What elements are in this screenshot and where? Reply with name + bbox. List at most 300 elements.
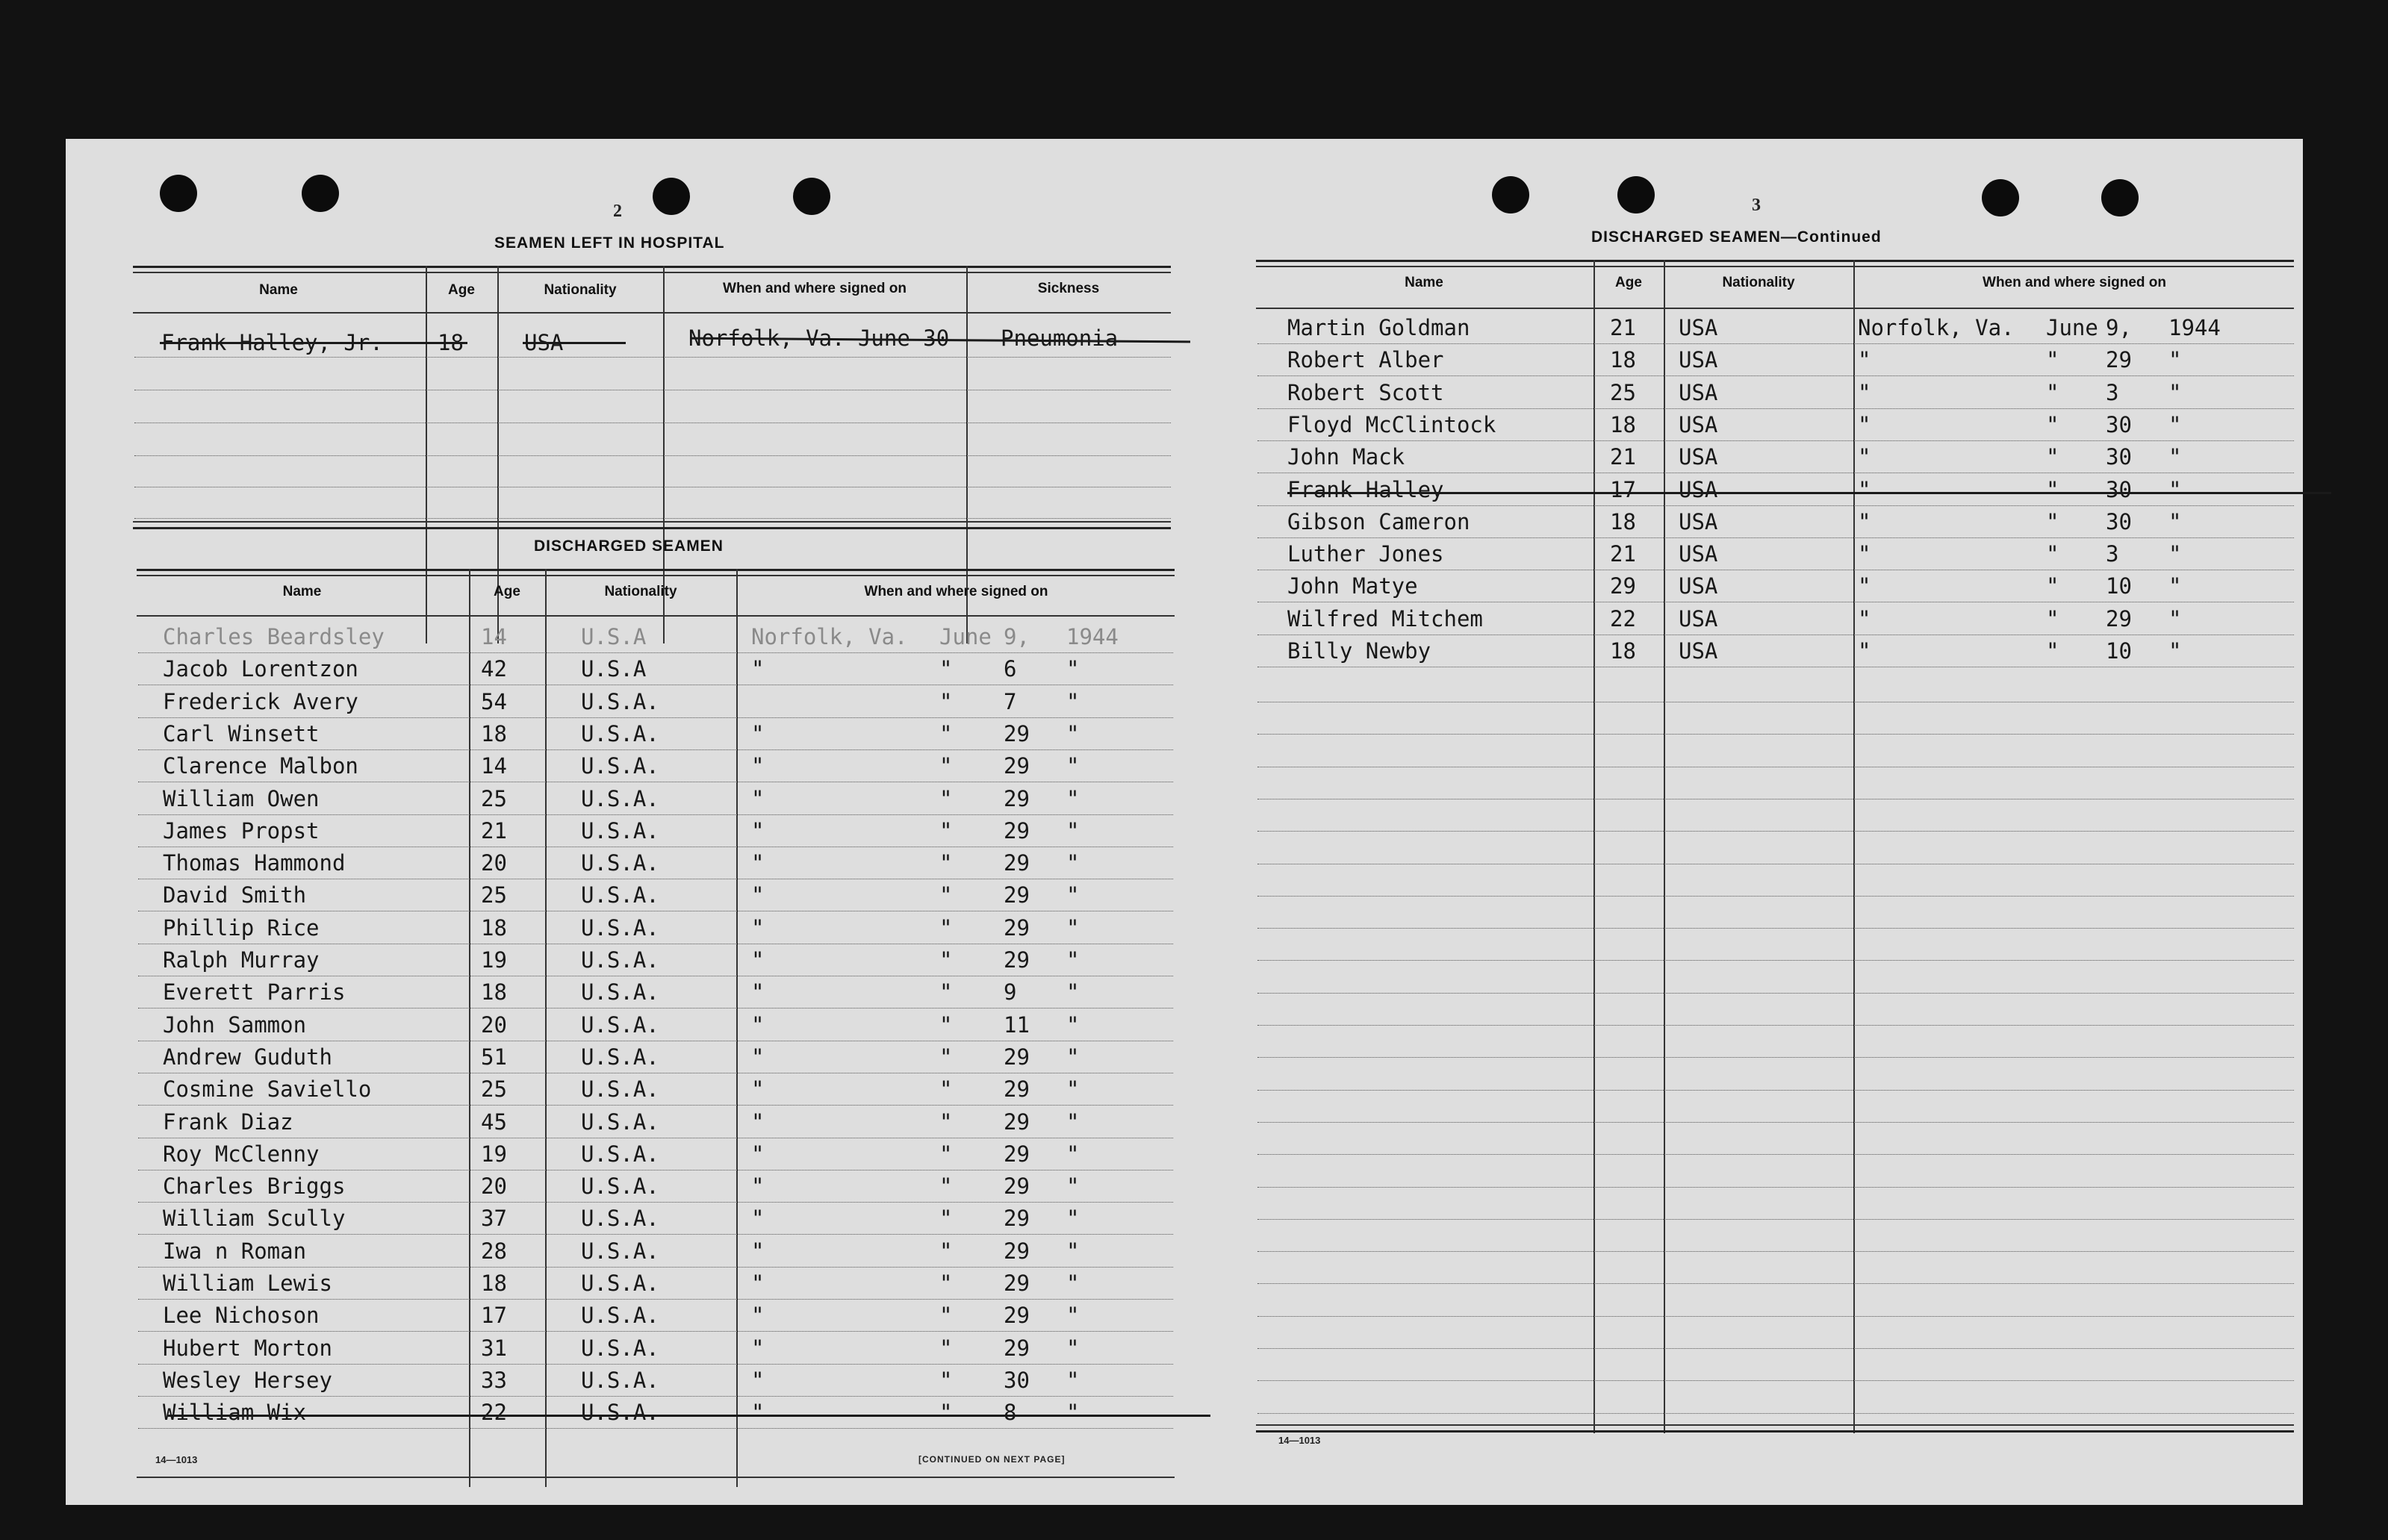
- signed-month: ": [939, 817, 953, 844]
- blank-rule: [1257, 960, 2294, 961]
- signed-day: 6: [1004, 656, 1017, 682]
- patient-signed-on: Norfolk, Va. June 30: [688, 325, 950, 351]
- header-name: Name: [1405, 275, 1443, 290]
- signed-year: ": [2168, 444, 2182, 470]
- strike-through-line: [168, 1415, 1210, 1417]
- signed-year: ": [1066, 1076, 1080, 1103]
- seaman-name: David Smith: [163, 882, 307, 908]
- manifest-paper: [66, 139, 2303, 1505]
- seaman-age: 42: [481, 656, 507, 682]
- seaman-name: Luther Jones: [1287, 541, 1444, 567]
- signed-place: ": [1858, 379, 1871, 405]
- signed-year: ": [1066, 1400, 1080, 1426]
- signed-year: ": [1066, 720, 1080, 746]
- signed-day: 29: [1004, 1076, 1030, 1103]
- blank-rule: [1257, 1219, 2294, 1220]
- signed-place: ": [751, 1400, 765, 1426]
- signed-place: Norfolk, Va.: [751, 624, 908, 649]
- blank-rule: [1257, 1057, 2294, 1058]
- signed-month: ": [939, 720, 953, 746]
- signed-month: ": [939, 1173, 953, 1200]
- signed-year: ": [2168, 508, 2182, 534]
- signed-place: ": [751, 1303, 765, 1329]
- signed-place: Norfolk, Va.: [1858, 315, 2015, 340]
- row-rule: [138, 717, 1173, 718]
- seaman-name: Robert Alber: [1287, 347, 1444, 373]
- seaman-name: Ralph Murray: [163, 947, 320, 973]
- page-number: 2: [613, 202, 622, 221]
- signed-place: ": [1858, 508, 1871, 534]
- signed-place: ": [1858, 638, 1871, 664]
- seaman-name: Roy McClenny: [163, 1141, 320, 1167]
- signed-year: ": [1066, 688, 1080, 714]
- signed-place: ": [751, 1173, 765, 1200]
- row-rule: [138, 1331, 1173, 1332]
- signed-day: 11: [1004, 1011, 1030, 1038]
- signed-month: ": [939, 656, 953, 682]
- signed-place: ": [751, 1335, 765, 1361]
- header-nationality: Nationality: [1722, 275, 1795, 290]
- seaman-name: Billy Newby: [1287, 638, 1431, 664]
- seaman-nationality: U.S.A.: [581, 1173, 659, 1200]
- signed-month: ": [939, 1238, 953, 1264]
- signed-day: 29: [1004, 1044, 1030, 1070]
- blank-rule: [1257, 1090, 2294, 1091]
- signed-day: 30: [2106, 411, 2132, 437]
- signed-month: ": [939, 1400, 953, 1426]
- signed-place: ": [751, 850, 765, 876]
- seaman-nationality: U.S.A.: [581, 1335, 659, 1361]
- signed-month: ": [2046, 508, 2059, 534]
- signed-place: ": [1858, 444, 1871, 470]
- seaman-age: 18: [1610, 508, 1636, 534]
- row-rule: [138, 652, 1173, 653]
- signed-day: 29: [1004, 1109, 1030, 1135]
- seaman-name: Wesley Hersey: [163, 1367, 332, 1393]
- seaman-name: Everett Parris: [163, 979, 346, 1006]
- seaman-age: 18: [1610, 347, 1636, 373]
- signed-place: ": [751, 1367, 765, 1393]
- row-rule: [138, 749, 1173, 750]
- continued-note: [CONTINUED ON NEXT PAGE]: [918, 1454, 1066, 1465]
- patient-age: 18: [438, 330, 464, 355]
- right-page: [1186, 139, 2303, 1505]
- seaman-name: William Wix: [163, 1400, 307, 1426]
- seaman-nationality: USA: [1679, 573, 1718, 599]
- seaman-name: John Sammon: [163, 1011, 307, 1038]
- signed-year: ": [1066, 1271, 1080, 1296]
- signed-year: ": [1066, 1141, 1080, 1167]
- row-rule: [138, 1428, 1173, 1429]
- seaman-nationality: U.S.A.: [581, 1141, 659, 1167]
- row-rule: [1257, 505, 2294, 506]
- signed-day: 29: [1004, 1141, 1030, 1167]
- strike-through-line: [1287, 492, 2331, 494]
- header-signed-on: When and where signed on: [1983, 275, 2166, 290]
- seaman-nationality: USA: [1679, 379, 1718, 405]
- seaman-age: 17: [481, 1303, 507, 1329]
- hospital-section-title: SEAMEN LEFT IN HOSPITAL: [494, 234, 725, 252]
- signed-place: ": [751, 1271, 765, 1296]
- seaman-nationality: U.S.A.: [581, 979, 659, 1006]
- seaman-name: John Mack: [1287, 444, 1405, 470]
- signed-day: 29: [1004, 1206, 1030, 1232]
- seaman-age: 37: [481, 1206, 507, 1232]
- seaman-nationality: USA: [1679, 315, 1718, 340]
- row-rule: [138, 1396, 1173, 1397]
- signed-month: ": [939, 688, 953, 714]
- seaman-name: Charles Beardsley: [163, 624, 385, 649]
- seaman-age: 29: [1610, 573, 1636, 599]
- blank-rule: [1257, 1316, 2294, 1317]
- signed-year: ": [2168, 605, 2182, 632]
- signed-day: 9: [1004, 979, 1017, 1006]
- form-number: 14—1013: [155, 1454, 198, 1465]
- row-rule: [1257, 343, 2294, 344]
- seaman-nationality: USA: [1679, 347, 1718, 373]
- header-age: Age: [1615, 275, 1642, 290]
- signed-day: 30: [2106, 444, 2132, 470]
- seaman-nationality: U.S.A.: [581, 1400, 659, 1426]
- signed-month: ": [2046, 638, 2059, 664]
- form-number: 14—1013: [1278, 1435, 1321, 1446]
- header-age: Age: [448, 282, 475, 298]
- signed-month: ": [939, 947, 953, 973]
- blank-rule: [1257, 1348, 2294, 1349]
- signed-day: 10: [2106, 573, 2132, 599]
- patient-sickness: Pneumonia: [1001, 325, 1119, 351]
- seaman-nationality: USA: [1679, 638, 1718, 664]
- signed-day: 30: [2106, 508, 2132, 534]
- signed-place: ": [751, 1109, 765, 1135]
- seaman-age: 18: [481, 1271, 507, 1296]
- signed-year: ": [2168, 638, 2182, 664]
- seaman-age: 54: [481, 688, 507, 714]
- seaman-name: James Propst: [163, 817, 320, 844]
- seaman-name: Martin Goldman: [1287, 315, 1470, 340]
- seaman-nationality: U.S.A.: [581, 1367, 659, 1393]
- signed-month: ": [939, 1271, 953, 1296]
- row-rule: [138, 1267, 1173, 1268]
- seaman-nationality: U.S.A.: [581, 1303, 659, 1329]
- seaman-nationality: U.S.A.: [581, 882, 659, 908]
- signed-month: ": [2046, 347, 2059, 373]
- blank-rule: [1257, 1380, 2294, 1381]
- row-rule: [138, 1008, 1173, 1009]
- seaman-nationality: USA: [1679, 541, 1718, 567]
- signed-place: ": [751, 1141, 765, 1167]
- seaman-age: 14: [481, 624, 507, 649]
- row-rule: [138, 1202, 1173, 1203]
- seaman-name: William Lewis: [163, 1271, 332, 1296]
- blank-rule: [1257, 1122, 2294, 1123]
- seaman-nationality: U.S.A.: [581, 1076, 659, 1103]
- page-number: 3: [1752, 196, 1761, 215]
- seaman-age: 21: [481, 817, 507, 844]
- header-nationality: Nationality: [544, 282, 617, 298]
- signed-month: ": [2046, 605, 2059, 632]
- blank-rule: [1257, 1154, 2294, 1155]
- blank-rule: [1257, 1187, 2294, 1188]
- seaman-nationality: U.S.A: [581, 624, 647, 649]
- signed-day: 29: [1004, 1271, 1030, 1296]
- seaman-age: 21: [1610, 541, 1636, 567]
- signed-year: ": [1066, 1303, 1080, 1329]
- seaman-age: 51: [481, 1044, 507, 1070]
- blank-rule: [1257, 1283, 2294, 1284]
- signed-month: ": [939, 979, 953, 1006]
- seaman-name: William Scully: [163, 1206, 346, 1232]
- signed-month: ": [939, 882, 953, 908]
- signed-year: ": [1066, 979, 1080, 1006]
- blank-rule: [1257, 928, 2294, 929]
- signed-year: ": [2168, 379, 2182, 405]
- signed-place: ": [1858, 541, 1871, 567]
- signed-month: ": [2046, 541, 2059, 567]
- seaman-nationality: U.S.A.: [581, 785, 659, 811]
- signed-day: 3: [2106, 379, 2119, 405]
- signed-month: ": [2046, 379, 2059, 405]
- row-rule: [138, 1364, 1173, 1365]
- seaman-nationality: U.S.A.: [581, 1206, 659, 1232]
- signed-month: ": [939, 1044, 953, 1070]
- signed-month: ": [939, 850, 953, 876]
- signed-year: ": [1066, 882, 1080, 908]
- seaman-name: Robert Scott: [1287, 379, 1444, 405]
- seaman-age: 18: [1610, 411, 1636, 437]
- seaman-name: Clarence Malbon: [163, 753, 358, 779]
- seaman-nationality: USA: [1679, 476, 1718, 502]
- seaman-age: 21: [1610, 444, 1636, 470]
- signed-month: ": [939, 1303, 953, 1329]
- seaman-name: Frank Diaz: [163, 1109, 293, 1135]
- signed-month: ": [939, 1076, 953, 1103]
- signed-year: ": [1066, 1206, 1080, 1232]
- seaman-name: Frederick Avery: [163, 688, 358, 714]
- row-rule: [138, 1234, 1173, 1235]
- signed-day: 30: [1004, 1367, 1030, 1393]
- signed-day: 3: [2106, 541, 2119, 567]
- seaman-nationality: USA: [1679, 605, 1718, 632]
- signed-year: ": [1066, 785, 1080, 811]
- left-page: [66, 139, 1186, 1505]
- header-sickness: Sickness: [1037, 281, 1100, 296]
- signed-day: 29: [2106, 347, 2132, 373]
- signed-year: ": [1066, 656, 1080, 682]
- seaman-name: Iwa n Roman: [163, 1238, 307, 1264]
- signed-month: ": [939, 753, 953, 779]
- signed-month: ": [2046, 411, 2059, 437]
- signed-place: ": [1858, 411, 1871, 437]
- signed-month: June: [939, 624, 992, 649]
- signed-year: ": [1066, 1011, 1080, 1038]
- seaman-nationality: USA: [1679, 411, 1718, 437]
- row-rule: [138, 1105, 1173, 1106]
- seaman-name: Gibson Cameron: [1287, 508, 1470, 534]
- blank-rule: [1257, 993, 2294, 994]
- seaman-nationality: U.S.A.: [581, 850, 659, 876]
- discharged-continued-title: DISCHARGED SEAMEN—Continued: [1591, 228, 1882, 246]
- discharged-section-title: DISCHARGED SEAMEN: [534, 537, 724, 555]
- row-rule: [1257, 537, 2294, 538]
- header-name: Name: [282, 584, 322, 599]
- signed-day: 29: [1004, 1173, 1030, 1200]
- signed-day: 7: [1004, 688, 1017, 714]
- seaman-name: Frank Halley: [1287, 476, 1444, 502]
- signed-month: ": [939, 1206, 953, 1232]
- seaman-nationality: USA: [1679, 444, 1718, 470]
- seaman-name: Thomas Hammond: [163, 850, 346, 876]
- signed-day: 29: [1004, 947, 1030, 973]
- signed-year: ": [1066, 1173, 1080, 1200]
- patient-name: Frank Halley, Jr.: [161, 330, 383, 355]
- signed-month: ": [939, 1011, 953, 1038]
- signed-place: ": [751, 1206, 765, 1232]
- signed-month: ": [939, 1367, 953, 1393]
- signed-place: ": [751, 1076, 765, 1103]
- signed-year: ": [1066, 947, 1080, 973]
- seaman-age: 22: [1610, 605, 1636, 632]
- signed-day: 29: [1004, 1303, 1030, 1329]
- seaman-nationality: U.S.A.: [581, 1044, 659, 1070]
- signed-day: 29: [1004, 785, 1030, 811]
- row-rule: [1257, 440, 2294, 441]
- signed-place: ": [751, 720, 765, 746]
- row-rule: [1257, 408, 2294, 409]
- seaman-nationality: U.S.A.: [581, 947, 659, 973]
- signed-place: ": [751, 656, 765, 682]
- signed-year: 1944: [2168, 315, 2221, 340]
- seaman-age: 25: [481, 882, 507, 908]
- signed-year: ": [2168, 411, 2182, 437]
- seaman-name: Floyd McClintock: [1287, 411, 1496, 437]
- header-age: Age: [494, 584, 520, 599]
- seaman-age: 18: [481, 979, 507, 1006]
- seaman-age: 25: [481, 1076, 507, 1103]
- signed-place: ": [751, 914, 765, 941]
- seaman-age: 22: [481, 1400, 507, 1426]
- row-rule: [1257, 375, 2294, 376]
- seaman-age: 20: [481, 1011, 507, 1038]
- seaman-age: 18: [481, 914, 507, 941]
- signed-month: June: [2046, 315, 2098, 340]
- seaman-nationality: U.S.A.: [581, 753, 659, 779]
- header-name: Name: [259, 282, 298, 298]
- header-signed-on: When and where signed on: [723, 281, 907, 296]
- signed-month: ": [939, 1109, 953, 1135]
- blank-rule: [1257, 1251, 2294, 1252]
- signed-day: 9,: [1004, 624, 1030, 649]
- blank-rule: [1257, 896, 2294, 897]
- signed-year: ": [2168, 476, 2182, 502]
- signed-place: ": [1858, 347, 1871, 373]
- signed-year: ": [1066, 817, 1080, 844]
- seaman-name: Cosmine Saviello: [163, 1076, 372, 1103]
- signed-month: ": [939, 785, 953, 811]
- seaman-name: Lee Nichoson: [163, 1303, 320, 1329]
- seaman-nationality: USA: [1679, 508, 1718, 534]
- signed-month: ": [939, 1141, 953, 1167]
- signed-year: ": [1066, 850, 1080, 876]
- seaman-age: 14: [481, 753, 507, 779]
- signed-place: ": [751, 947, 765, 973]
- signed-year: ": [1066, 1044, 1080, 1070]
- signed-day: 9,: [2106, 315, 2132, 340]
- signed-year: ": [1066, 1238, 1080, 1264]
- signed-day: 29: [1004, 1238, 1030, 1264]
- signed-year: ": [2168, 541, 2182, 567]
- seaman-name: Wilfred Mitchem: [1287, 605, 1483, 632]
- signed-day: 10: [2106, 638, 2132, 664]
- patient-nationality: USA: [524, 330, 564, 355]
- seaman-age: 18: [1610, 638, 1636, 664]
- signed-day: 29: [1004, 720, 1030, 746]
- seaman-name: Carl Winsett: [163, 720, 320, 746]
- signed-day: 8: [1004, 1400, 1017, 1426]
- seaman-name: John Matye: [1287, 573, 1418, 599]
- seaman-age: 33: [481, 1367, 507, 1393]
- signed-place: ": [751, 1238, 765, 1264]
- blank-rule: [1257, 831, 2294, 832]
- signed-year: ": [1066, 1109, 1080, 1135]
- seaman-name: Charles Briggs: [163, 1173, 346, 1200]
- signed-month: ": [939, 914, 953, 941]
- seaman-name: Phillip Rice: [163, 914, 320, 941]
- seaman-nationality: U.S.A.: [581, 1271, 659, 1296]
- seaman-nationality: U.S.A.: [581, 688, 659, 714]
- signed-day: 29: [1004, 753, 1030, 779]
- seaman-age: 20: [481, 850, 507, 876]
- seaman-age: 19: [481, 947, 507, 973]
- signed-day: 29: [1004, 914, 1030, 941]
- seaman-age: 28: [481, 1238, 507, 1264]
- seaman-name: Andrew Guduth: [163, 1044, 332, 1070]
- blank-rule: [1257, 1025, 2294, 1026]
- seaman-nationality: U.S.A.: [581, 914, 659, 941]
- seaman-name: Jacob Lorentzon: [163, 656, 358, 682]
- signed-year: ": [1066, 753, 1080, 779]
- signed-month: ": [2046, 573, 2059, 599]
- signed-place: ": [751, 785, 765, 811]
- signed-day: 29: [1004, 1335, 1030, 1361]
- row-rule: [138, 814, 1173, 815]
- seaman-age: 18: [481, 720, 507, 746]
- seaman-age: 21: [1610, 315, 1636, 340]
- signed-day: 30: [2106, 476, 2132, 502]
- signed-place: ": [751, 817, 765, 844]
- signed-month: ": [2046, 444, 2059, 470]
- signed-day: 29: [1004, 850, 1030, 876]
- seaman-age: 31: [481, 1335, 507, 1361]
- signed-month: ": [2046, 476, 2059, 502]
- signed-place: ": [751, 882, 765, 908]
- signed-place: ": [1858, 605, 1871, 632]
- header-nationality: Nationality: [604, 584, 677, 599]
- row-rule: [138, 1299, 1173, 1300]
- signed-day: 29: [2106, 605, 2132, 632]
- seaman-nationality: U.S.A.: [581, 1109, 659, 1135]
- blank-rule: [1257, 734, 2294, 735]
- signed-place: ": [751, 1044, 765, 1070]
- signed-year: ": [1066, 1367, 1080, 1393]
- signed-place: ": [1858, 573, 1871, 599]
- seaman-nationality: U.S.A.: [581, 817, 659, 844]
- seaman-nationality: U.S.A.: [581, 1011, 659, 1038]
- seaman-age: 19: [481, 1141, 507, 1167]
- seaman-nationality: U.S.A.: [581, 720, 659, 746]
- seaman-age: 25: [481, 785, 507, 811]
- blank-rule: [1257, 1413, 2294, 1414]
